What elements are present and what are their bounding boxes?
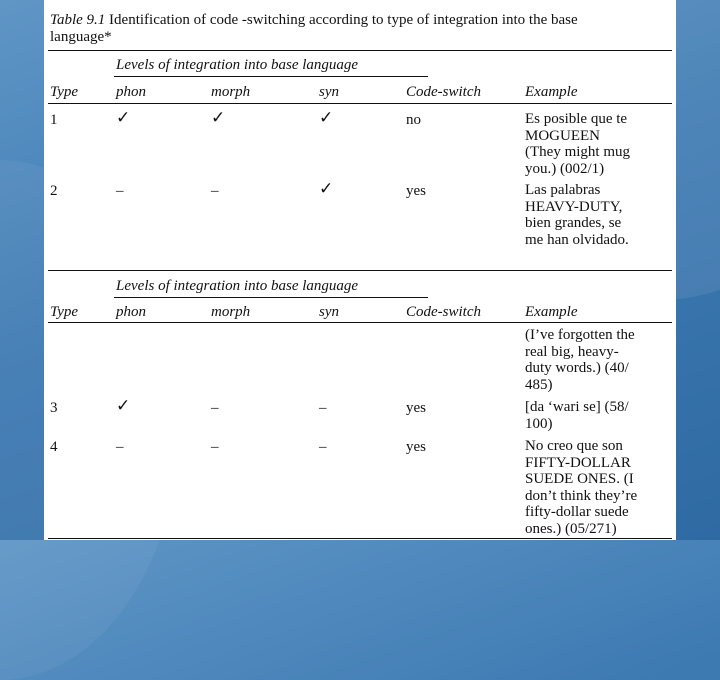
table-rule: [48, 50, 672, 51]
col-morph: morph: [211, 84, 251, 100]
row3-syn: –: [319, 400, 327, 416]
col-morph-continued: morph: [211, 304, 251, 320]
row2-morph: –: [211, 183, 219, 199]
table-rule: [48, 538, 672, 539]
row3-example: [da ‘wari se] (58/ 100): [525, 399, 629, 432]
row2-type: 2: [50, 183, 58, 199]
row4-phon: –: [116, 439, 124, 455]
col-type: Type: [50, 84, 79, 100]
row2-phon: –: [116, 183, 124, 199]
row2-syn-check: ✓: [319, 179, 334, 198]
table-rule: [48, 270, 672, 271]
table-rule: [48, 103, 672, 104]
row4-codeswitch: yes: [406, 439, 426, 455]
levels-header-continued: Levels of integration into base language: [116, 278, 359, 294]
col-phon-continued: phon: [116, 304, 146, 320]
row4-morph: –: [211, 439, 219, 455]
levels-rule: [114, 297, 428, 298]
col-syn: syn: [319, 84, 339, 100]
row3-phon-check: ✓: [116, 396, 131, 415]
col-codeswitch-continued: Code-switch: [406, 304, 481, 320]
row1-phon-check: ✓: [116, 108, 131, 127]
row3-codeswitch: yes: [406, 400, 426, 416]
table-title: [50, 12, 578, 28]
col-syn-continued: syn: [319, 304, 339, 320]
row3-morph: –: [211, 400, 219, 416]
row2-example-continued: (I’ve forgotten the real big, heavy- duty words.) (40/ 485): [525, 327, 635, 393]
table-number: Table 9.1: [50, 12, 106, 28]
col-phon: phon: [116, 84, 146, 100]
levels-rule: [114, 76, 428, 77]
row4-example: No creo que son FIFTY-DOLLAR SUEDE ONES. (I don’t think they’re fifty-dollar suede ones.) (05/271): [525, 438, 638, 537]
row1-syn-check: ✓: [319, 108, 334, 127]
row1-codeswitch: no: [406, 112, 421, 128]
row2-codeswitch: yes: [406, 183, 426, 199]
table-rule: [48, 322, 672, 323]
table-caption-line2: language*: [50, 29, 112, 45]
row2-example: Las palabras HEAVY-DUTY, bien grandes, se me han olvidado.: [525, 182, 629, 248]
col-example-continued: Example: [525, 304, 578, 320]
table-caption: Identification of code -switching according to type of integration into the base: [109, 12, 578, 28]
row4-type: 4: [50, 439, 58, 455]
row4-syn: –: [319, 439, 327, 455]
row1-example: Es posible que te MOGUEEN (They might mug you.) (002/1): [525, 111, 630, 177]
row1-type: 1: [50, 112, 58, 128]
col-codeswitch: Code-switch: [406, 84, 481, 100]
col-example: Example: [525, 84, 578, 100]
row3-type: 3: [50, 400, 58, 416]
table-page: [44, 0, 676, 540]
col-type-continued: Type: [50, 304, 79, 320]
levels-header: Levels of integration into base language: [116, 57, 359, 73]
row1-morph-check: ✓: [211, 108, 226, 127]
